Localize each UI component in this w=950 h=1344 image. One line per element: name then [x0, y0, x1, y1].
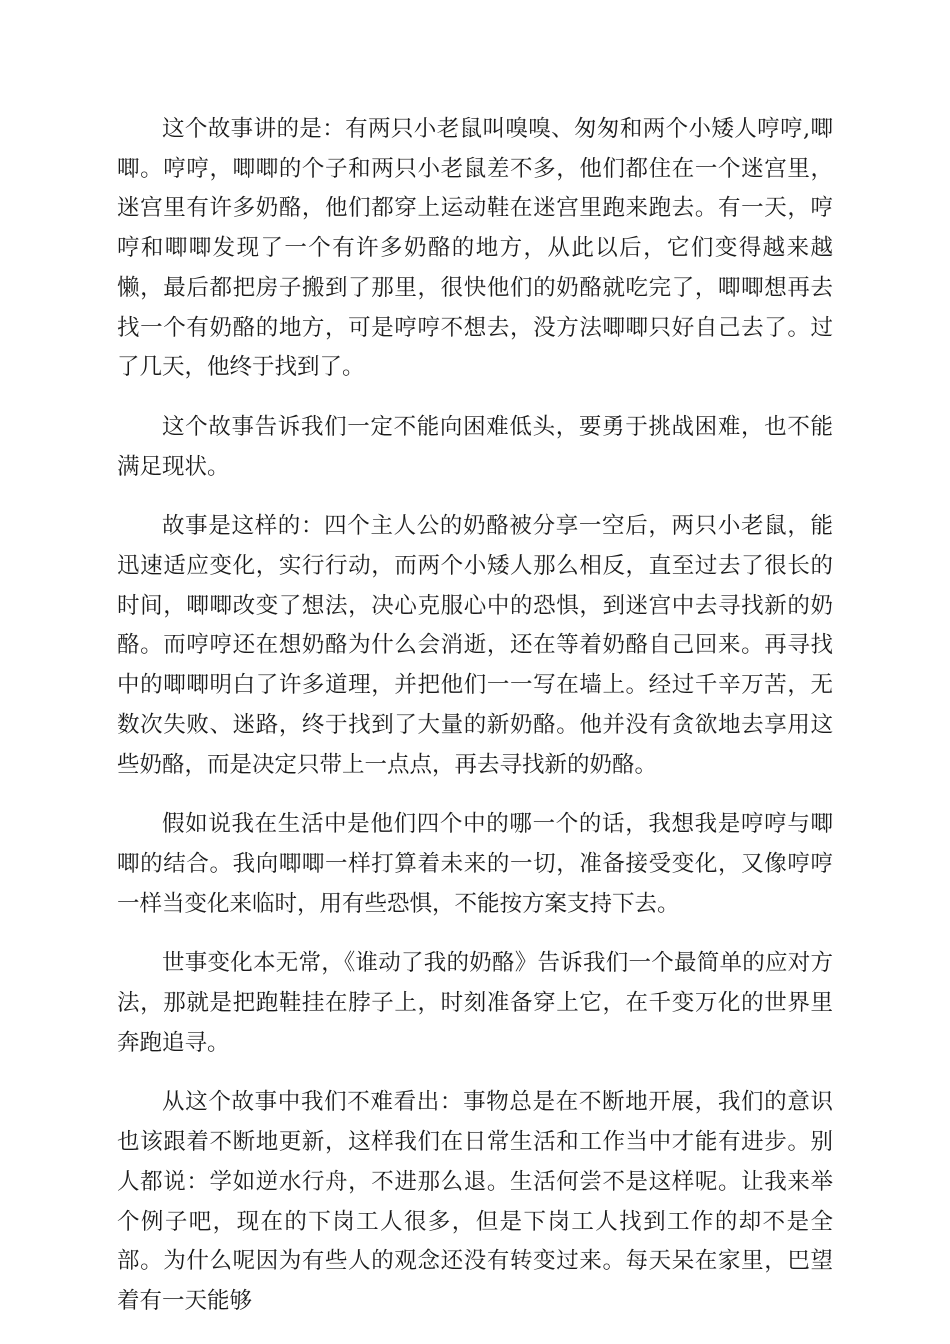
paragraph-5: 世事变化本无常，《谁动了我的奶酪》告诉我们一个最简单的应对方法，那就是把跑鞋挂在脖子上，时刻准备穿上它，在千变万化的世界里奔跑追寻。	[117, 950, 833, 1056]
paragraph-2: 这个故事告诉我们一定不能向困难低头，要勇于挑战困难，也不能满足现状。	[117, 413, 833, 480]
paragraph-6: 从这个故事中我们不难看出：事物总是在不断地开展，我们的意识也该跟着不断地更新，这样我们在日常生活和工作当中才能有进步。别人都说：学如逆水行舟，不进那么退。生活何尝不是这样呢。让我来举个例子吧，现在的下岗工人很多，但是下岗工人找到工作的却不是全部。为什么呢因为有些人的观念还没有转变过来。每天呆在家里，巴望着有一天能够	[117, 1089, 833, 1314]
paragraph-4: 假如说我在生活中是他们四个中的哪一个的话，我想我是哼哼与唧唧的结合。我向唧唧一样打算着未来的一切，准备接受变化，又像哼哼一样当变化来临时，用有些恐惧，不能按方案支持下去。	[117, 811, 833, 917]
document-body	[117, 110, 833, 1342]
paragraph-3: 故事是这样的：四个主人公的奶酪被分享一空后，两只小老鼠，能迅速适应变化，实行行动，而两个小矮人那么相反，直至过去了很长的时间，唧唧改变了想法，决心克服心中的恐惧，到迷宫中去寻找新的奶酪。而哼哼还在想奶酪为什么会消逝，还在等着奶酪自己回来。再寻找中的唧唧明白了许多道理，并把他们一一写在墙上。经过千辛万苦，无数次失败、迷路，终于找到了大量的新奶酪。他并没有贪欲地去享用这些奶酪，而是决定只带上一点点，再去寻找新的奶酪。	[117, 513, 833, 778]
paragraph-1: 这个故事讲的是：有两只小老鼠叫嗅嗅、匆匆和两个小矮人哼哼,唧唧。哼哼，唧唧的个子和两只小老鼠差不多，他们都住在一个迷宫里，迷宫里有许多奶酪，他们都穿上运动鞋在迷宫里跑来跑去。有一天，哼哼和唧唧发现了一个有许多奶酪的地方，从此以后，它们变得越来越懒，最后都把房子搬到了那里，很快他们的奶酪就吃完了，唧唧想再去找一个有奶酪的地方，可是哼哼不想去，没方法唧唧只好自己去了。过了几天，他终于找到了。	[117, 116, 833, 381]
